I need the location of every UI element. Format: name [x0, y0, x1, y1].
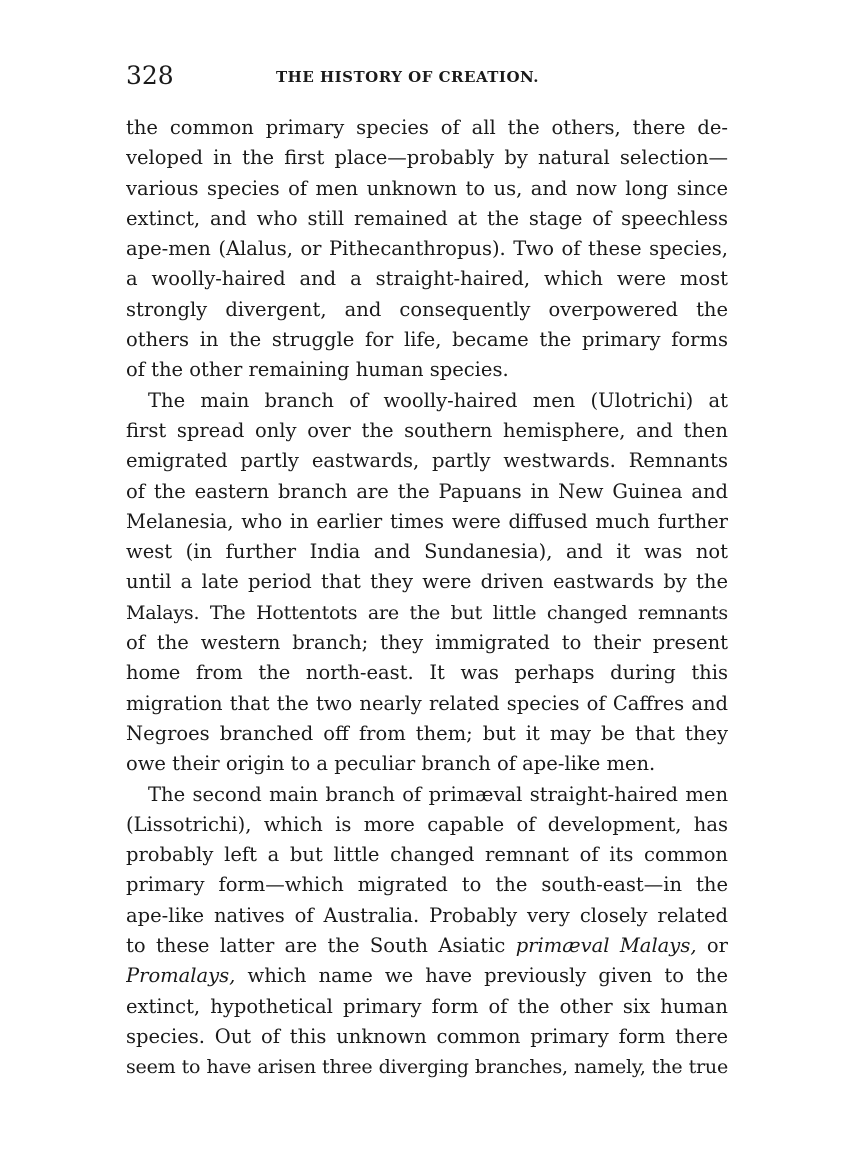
text-line: Negroes branched off from them; but it may be that they: [126, 721, 728, 745]
text-line: seem to have arisen three diverging branches, namely, the true: [126, 1056, 728, 1079]
italic-text: primæval Malays,: [515, 934, 697, 958]
paragraph-3: [126, 780, 728, 1083]
text-line: others in the struggle for life, became the primary forms: [126, 328, 728, 352]
running-head: THE HISTORY OF CREATION.: [276, 68, 539, 86]
text-line: extinct, and who still remained at the stage of speechless: [126, 206, 728, 230]
text-line: a woolly-haired and a straight-haired, which were most: [126, 267, 728, 291]
text-line: west (in further India and Sundanesia), and it was not: [126, 540, 728, 564]
page-number: 328: [126, 61, 174, 90]
text-line: migration that the two nearly related species of Caffres and: [126, 691, 728, 715]
text-line: The main branch of woolly-haired men (Ulotrichi) at: [148, 388, 728, 412]
text-line: of the other remaining human species.: [126, 358, 509, 382]
paragraph-1: [126, 113, 728, 386]
text-line: until a late period that they were driven eastwards by the: [126, 570, 728, 594]
text-line: Melanesia, who in earlier times were diffused much further: [126, 509, 728, 533]
text-line: ape-like natives of Australia. Probably very closely related: [126, 903, 728, 927]
text-line: (Lissotrichi), which is more capable of development, has: [126, 812, 728, 836]
text-line: emigrated partly eastwards, partly westwards. Remnants: [126, 449, 728, 473]
body-text: [126, 113, 728, 1083]
text-line: The second main branch of primæval straight-haired men: [148, 782, 728, 806]
text-line: first spread only over the southern hemisphere, and then: [126, 418, 728, 442]
text-run: which name we have previously given to the: [235, 964, 728, 988]
text-line: owe their origin to a peculiar branch of ape-like men.: [126, 752, 656, 776]
text-line: of the eastern branch are the Papuans in New Guinea and: [126, 479, 728, 503]
text-line: home from the north-east. It was perhaps during this: [126, 661, 728, 685]
text-line: primary form—which migrated to the south-east—in the: [126, 873, 728, 897]
text-line: extinct, hypothetical primary form of the other six human: [126, 994, 728, 1018]
text-line: Malays. The Hottentots are the but little changed remnants: [126, 601, 728, 624]
text-line: probably left a but little changed remnant of its common: [126, 843, 728, 867]
paragraph-2: [126, 386, 728, 780]
text-line: veloped in the first place—probably by natural selection—: [126, 146, 728, 170]
text-run: to these latter are the South Asiatic: [126, 934, 516, 958]
page-header: [126, 60, 728, 92]
text-line: various species of men unknown to us, and now long since: [126, 176, 728, 200]
text-line: species. Out of this unknown common primary form there: [126, 1024, 728, 1048]
text-line: [126, 931, 728, 961]
text-line: strongly divergent, and consequently overpowered the: [126, 297, 728, 321]
italic-text: Promalays,: [126, 964, 236, 988]
text-line: ape-men (Alalus, or Pithecanthropus). Two of these species,: [126, 237, 728, 261]
text-run: or: [696, 934, 728, 958]
text-line: [126, 961, 728, 991]
text-line: of the western branch; they immigrated to their present: [126, 631, 728, 655]
text-line: the common primary species of all the others, there de-: [126, 116, 728, 139]
